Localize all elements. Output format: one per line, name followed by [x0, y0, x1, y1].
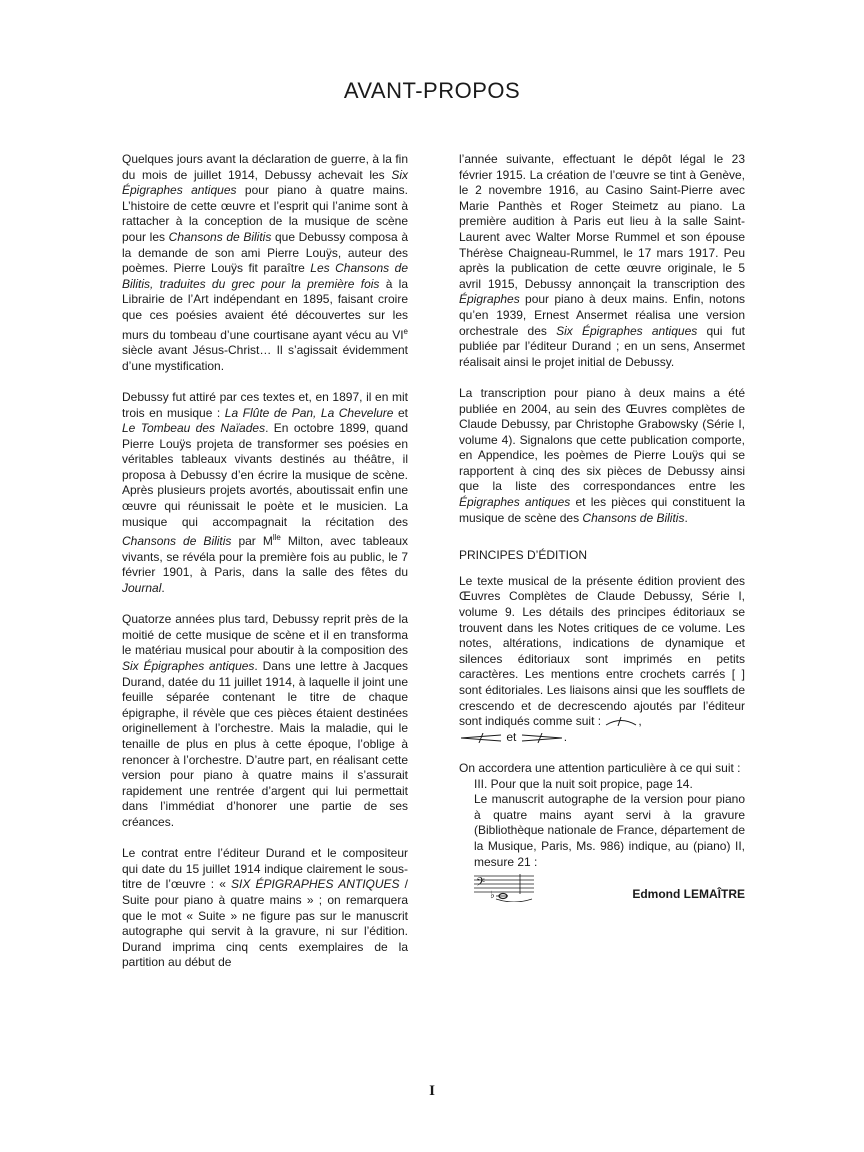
notes: [459, 761, 745, 902]
editorial-decrescendo-icon: [520, 733, 564, 743]
notes-detail: Le manuscrit autographe de la version pour piano à quatre mains ayant servi à la gravure (Bibliothèque nationale de France, département de la Musique, Paris, Ms. 986) indique, au (piano) II, mesure 21 :: [474, 792, 745, 869]
signature: Edmond LEMAÎTRE: [632, 886, 745, 901]
paragraph: l’année suivante, effectuant le dépôt légal le 23 février 1915. La création de l’œuvre se tint à Genève, le 2 novembre 1916, au Casino Saint-Pierre avec Marie Panthès et Roger Steimetz au piano. La première audition à Paris eut lieu à la salle Saint-Laurent avec Walter Morse Rummel et son épouse Thérèse Chaigneau-Rummel, le 17 mars 1917. Peu après la publication de cette œuvre originale, le 5 avril 1915, Debussy annonçait la transcription des Épigraphes pour piano à deux mains. Enfin, notons qu’en 1939, Ernest Ansermet réalisa une version orchestrale des Six Épigraphes antiques qui fut publiée par l’éditeur Durand ; en un sens, Ansermet réalisait ainsi le projet initial de Debussy.: [459, 152, 745, 369]
section-heading: PRINCIPES D’ÉDITION: [459, 548, 588, 563]
editorial-crescendo-icon: [459, 733, 503, 743]
paragraph: La transcription pour piano à deux mains a été publiée en 2004, au sein des Œuvres complètes de Claude Debussy, par Christophe Grabowsky (Série I, volume 4). Signalons que cette publication comporte, en Appendice, les poèmes de Pierre Louÿs qui se rapportent à cinq des six pièces de Debussy ainsi que la liste des correspondances entre les Épigraphes antiques et les pièces qui constituent la musique de scène des Chansons de Bilitis.: [459, 385, 745, 525]
editorial-slur-icon: [604, 716, 638, 728]
paragraph-text: Le texte musical de la présente édition provient des Œuvres Complètes de Claude Debussy, Série I, volume 9. Les détails des principes éditoriaux se trouvent dans les Notes critiques de ce volume. Les notes, altérations, indications de dynamique et silences éditoriaux sont imprimés en petits caractères. Les mentions entre crochets carrés [ ] sont éditoriales. Les liaisons ainsi que les soufflets de crescendo et de decrescendo ajoutés par l’éditeur sont indiqués comme suit :: [459, 573, 745, 729]
paragraph: Quelques jours avant la déclaration de guerre, à la fin du mois de juillet 1914, Debussy achevait les Six Épigraphes antiques pour piano à quatre mains. L’histoire de cette œuvre et l’esprit qui l’anime sont à rattacher à la conception de la musique de scène pour les Chansons de Bilitis que Debussy composa à la demande de son ami Pierre Louÿs, auteur des poèmes. Pierre Louÿs fit paraître Les Chansons de Bilitis, traduites du grec pour la première fois à la Librairie de l’Art indépendant en 1895, faisant croire que ces poésies avaient été découvertes sur les murs du tombeau d’une courtisane ayant vécu au VIe siècle avant Jésus-Christ… Il s’agissait évidemment d’une mystification.: [122, 152, 408, 373]
svg-text:𝄢: 𝄢: [476, 876, 486, 893]
paragraph: Debussy fut attiré par ces textes et, en 1897, il en mit trois en musique : La Flûte de Pan, La Chevelure et Le Tombeau des Naïades. En octobre 1899, quand Pierre Louÿs projeta de transformer ses poésies en véritables tableaux vivants destinés au théâtre, il proposa à Debussy d’en écrire la musique de scène. Après plusieurs projets avortés, aboutissait enfin une œuvre qui réunissait le poète et le musicien. La musique qui accompagnait la récitation des Chansons de Bilitis par $M^{lle}$ Milton, avec tableaux vivants, se révéla pour la première fois au public, le 7 février 1901, à Paris, dans la salle des fêtes du Journal.: [122, 389, 408, 596]
svg-text:♭: ♭: [490, 890, 495, 902]
page-title: AVANT-PROPOS: [343, 78, 521, 103]
page-number: I: [429, 1083, 435, 1099]
right-column: [459, 152, 745, 902]
paragraph: Le texte musical de la présente édition provient des Œuvres Complètes de Claude Debussy, Série I, volume 9. Les détails des principes éditoriaux se trouvent dans les Notes critiques de ce volume. Les notes, altérations, indications de dynamique et silences éditoriaux sont imprimés en petits caractères. Les mentions entre crochets carrés [ ] sont éditoriales. Les liaisons ainsi que les soufflets de crescendo et de decrescendo ajoutés par l’éditeur sont indiqués comme suit : , et .: [459, 573, 745, 744]
paragraph: Le contrat entre l’éditeur Durand et le compositeur qui date du 15 juillet 1914 indique clairement le sous-titre de l’œuvre : « SIX ÉPIGRAPHES ANTIQUES / Suite pour piano à quatre mains » ; on remarquera que le mot « Suite » ne figure pas sur le manuscrit autographe qui servit à la gravure, ni sur l’édition. Durand imprima cinq cents exemplaires de la partition au début de: [122, 846, 409, 970]
left-column: [122, 152, 408, 986]
notes-item: III. Pour que la nuit soit propice, page 14.: [474, 776, 693, 791]
paragraph: Quatorze années plus tard, Debussy reprit près de la moitié de cette musique de scène et il en transforma le matériau musical pour aboutir à la composition des Six Épigraphes antiques. Dans une lettre à Jacques Durand, datée du 11 juillet 1914, à laquelle il joint une feuille séparée contenant le titre de chaque épigraphe, il révèle que ces pièces étaient destinées originellement à l’orchestre. Mais la maladie, qui le tenaille de plus en plus à cette époque, l’oblige à renoncer à l’orchestre. D’autre part, en réalisant cette version pour piano à quatre mains il s’assurait rapidement une rentrée d’argent qui lui permettait dans l’immédiat d’honorer une partie de ses créances.: [122, 612, 408, 829]
notes-intro: On accordera une attention particulière à ce qui suit :: [459, 760, 741, 775]
music-example-icon: [474, 872, 544, 902]
conjunction: et: [506, 729, 517, 744]
